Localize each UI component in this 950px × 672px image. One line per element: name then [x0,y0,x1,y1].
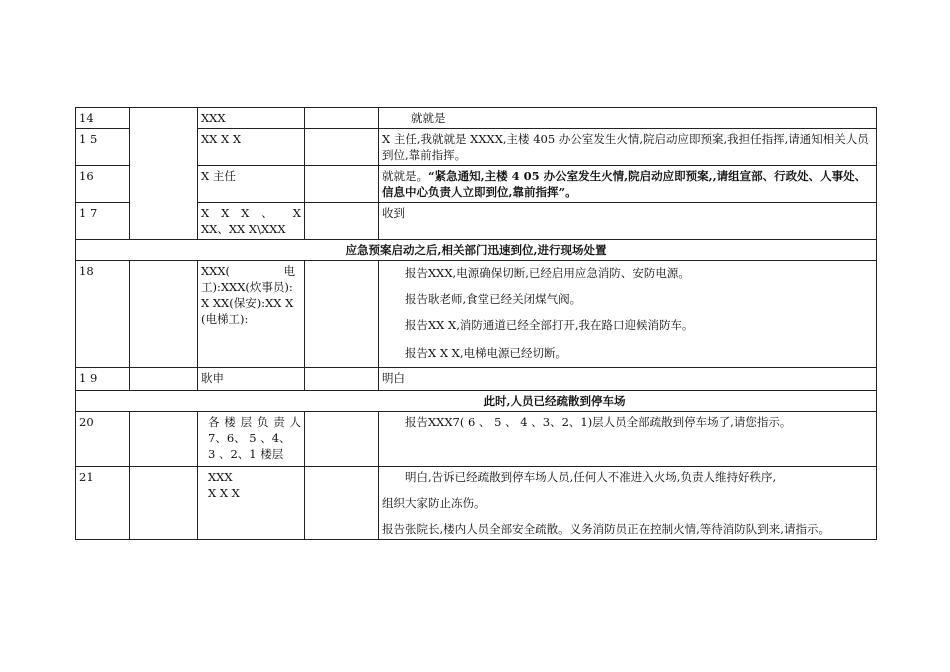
blank-cell [305,129,379,166]
script-text: 就就是 [411,111,446,125]
blank-cell [130,466,198,539]
role-cell: 耿申 [198,367,305,390]
role-line: 工):XXX(炊事员): [201,280,293,294]
table-row-14 [76,108,877,129]
script-cell [379,108,877,129]
script-paragraph: 组织大家防止冻伤。 [382,495,486,510]
role-line: XXX [208,469,233,484]
script-text: 收到 [379,203,877,240]
script-paragraph: 明白,告诉已经疏散到停车场人员,任何人不准进入火场,负责人维持好秩序, [405,469,777,484]
table-row-21 [76,466,877,539]
step-number: 14 [76,108,130,129]
role-text: XXX( [201,264,231,278]
report-line: 报告XXX,电源确保切断,已经启用应急消防、安防电源。 [405,266,690,280]
blank-cell [130,261,198,368]
step-number: 16 [76,166,130,203]
step-number: 18 [76,261,130,368]
step-number: 1 5 [76,129,130,166]
emergency-notice-text: “紧急通知,主楼 4 05 办公室发生火情,院启动应即预案,,请组宣部、行政处、人事处、信息中心负责人立即到位,靠前指挥”。 [382,169,867,199]
role-line: XX、XX X\XXX [201,222,286,236]
blank-cell [305,203,379,240]
blank-cell [130,108,198,240]
section-heading: 此时,人员已经疏散到停车场 [76,390,877,411]
role-cell: XXX [198,108,305,129]
role-cell: XX X X [198,129,305,166]
role-line: 3 、2、1 楼层 [208,446,284,461]
blank-cell [305,166,379,203]
blank-cell [130,367,198,390]
script-cell [379,466,877,539]
role-cell [198,411,305,466]
blank-cell [305,367,379,390]
script-text-prefix: 就就是。 [382,169,428,183]
table-row-20 [76,411,877,466]
script-text: 明白 [379,367,877,390]
role-line: X X X 、 X [201,206,301,220]
section-header-row [76,240,877,261]
step-number: 1 9 [76,367,130,390]
blank-cell [305,411,379,466]
step-number: 20 [76,411,130,466]
role-line: X X X [208,485,240,500]
section-header-row [76,390,877,411]
role-cell [198,466,305,539]
section-heading: 应急预案启动之后,相关部门迅速到位,进行现场处置 [76,240,877,261]
step-number: 1 7 [76,203,130,240]
role-line: 7、6、 5 、4、 [208,430,291,445]
script-text: X 主任,我就就是 XXXX,主楼 405 办公室发生火情,院启动应即预案,我担任指挥,请通知相关人员到位,靠前指挥。 [379,129,877,166]
blank-cell [305,108,379,129]
script-cell [379,166,877,203]
blank-cell [305,261,379,368]
blank-cell [305,466,379,539]
table-row-19 [76,367,877,390]
report-line: 报告X X X,电梯电源已经切断。 [405,345,568,360]
role-line: X XX(保安):XX X [201,296,294,310]
script-cell [379,261,877,368]
report-line: 报告耿老师,食堂已经关闭煤气阀。 [405,292,582,306]
step-number: 21 [76,466,130,539]
blank-cell [130,411,198,466]
script-text: 报告XXX7( 6 、 5 、 4 、3、2、1)层人员全部疏散到停车场了,请您指示。 [379,411,877,466]
script-paragraph: 报告张院长,楼内人员全部安全疏散。义务消防员正在控制火情,等待消防队到来,请指示。 [382,521,830,536]
report-line: 报告XX X,消防通道已经全部打开,我在路口迎候消防车。 [405,318,694,332]
role-line: (电梯工): [201,312,249,326]
role-cell: X 主任 [198,166,305,203]
role-cell [198,261,305,368]
role-cell [198,203,305,240]
role-text: 电 [283,264,295,278]
drill-script-table [75,107,877,540]
table-row-18 [76,261,877,368]
role-line [201,263,301,279]
role-line: 各楼层负责人 [208,414,301,429]
